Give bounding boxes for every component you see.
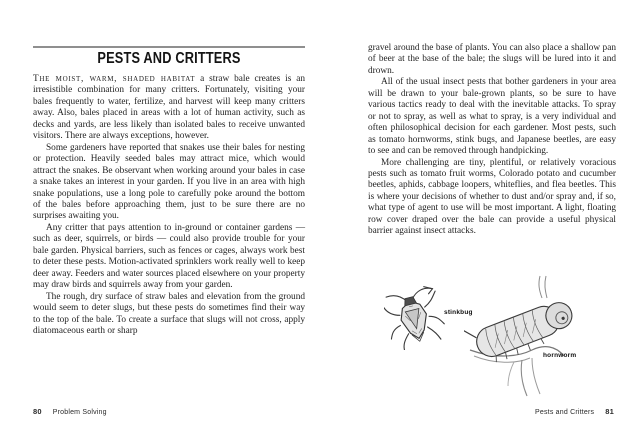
lead-rest: a straw bale creates is an irresistible combination for many critters. Fortunately, visiting your bales frequently to water, fertilize, and harvest will keep many critters away. Also, bales placed in areas with a lot of human activity, such as decks and yards, are less likely than isolated bales to receive unwanted visitors. There are always exceptions, however. bbox=[33, 74, 305, 142]
left-page-column bbox=[33, 46, 305, 337]
running-title-left: Problem Solving bbox=[52, 409, 107, 416]
section-rule bbox=[33, 46, 305, 48]
paragraph: The rough, dry surface of straw bales and elevation from the ground would seem to deter slugs, but these pests do sometimes find their way to the top of the bale. To create a surface that slugs will not cross, apply diatomaceous earth or sharp bbox=[33, 291, 305, 336]
stinkbug-illustration bbox=[384, 284, 446, 350]
paragraph: Any critter that pays attention to in-ground or container gardens — such as deer, squirrels, or birds — could also provide trouble for your bale garden. Physical barriers, such as fences or cages, always work best to deter these pests. Motion-activated sprinklers work really well to keep deer away. Feeders and water sources placed elsewhere on your property may draw birds and squirrels away from your garden. bbox=[33, 222, 305, 291]
right-page-footer bbox=[535, 407, 614, 416]
paragraph: Some gardeners have reported that snakes use their bales for nesting or protection. Heavily seeded bales may attract mice, which would attract the snakes. Be observant when working around your bales in case a snake takes an interest in your garden. If you live in an area with high snake populations, use a long pole to carefully poke around the bottom of the bales before approaching them, just to be sure there are no surprises awaiting you. bbox=[33, 142, 305, 222]
page-number-right: 81 bbox=[605, 407, 614, 416]
left-body-text bbox=[33, 74, 305, 337]
running-title-right: Pests and Critters bbox=[535, 409, 595, 416]
page-title: PESTS AND CRITTERS bbox=[97, 50, 241, 67]
stinkbug-label: stinkbug bbox=[444, 309, 473, 316]
lead-in-small-caps: The moist, warm, shaded habitat bbox=[33, 74, 196, 84]
right-body-text bbox=[368, 43, 616, 238]
hornworm-illustration bbox=[464, 274, 590, 400]
paragraph-lead bbox=[33, 74, 305, 143]
page-number-left: 80 bbox=[33, 407, 42, 416]
right-page-column bbox=[368, 43, 616, 238]
paragraph-continuation: gravel around the base of plants. You can also place a shallow pan of beer at the base of the bale; the slugs will be lured into it and drown. bbox=[368, 43, 616, 76]
hornworm-label: hornworm bbox=[543, 352, 577, 359]
left-page-footer bbox=[33, 407, 107, 416]
paragraph: All of the usual insect pests that bother gardeners in your area will be drawn to your bale-grown plants, so be sure to have various tactics ready to deal with the inevitable attacks. To spray or not to spray, as well as what to spray, is a very individual and often philosophical decision for each gardener. Most pests, such as tomato hornworms, stink bugs, and Japanese beetles, are easy to see and can be removed through handpicking. bbox=[368, 77, 616, 157]
paragraph: More challenging are tiny, plentiful, or relatively voracious pests such as tomato fruit worms, Colorado potato and cucumber beetles, aphids, cabbage loopers, whiteflies, and flea beetles. This is where your decisions of whether to dust and/or spray and, if so, what type of agent to use will be most important. A light, floating row cover draped over the bale can provide a useful physical barrier against insect attacks. bbox=[368, 157, 616, 237]
